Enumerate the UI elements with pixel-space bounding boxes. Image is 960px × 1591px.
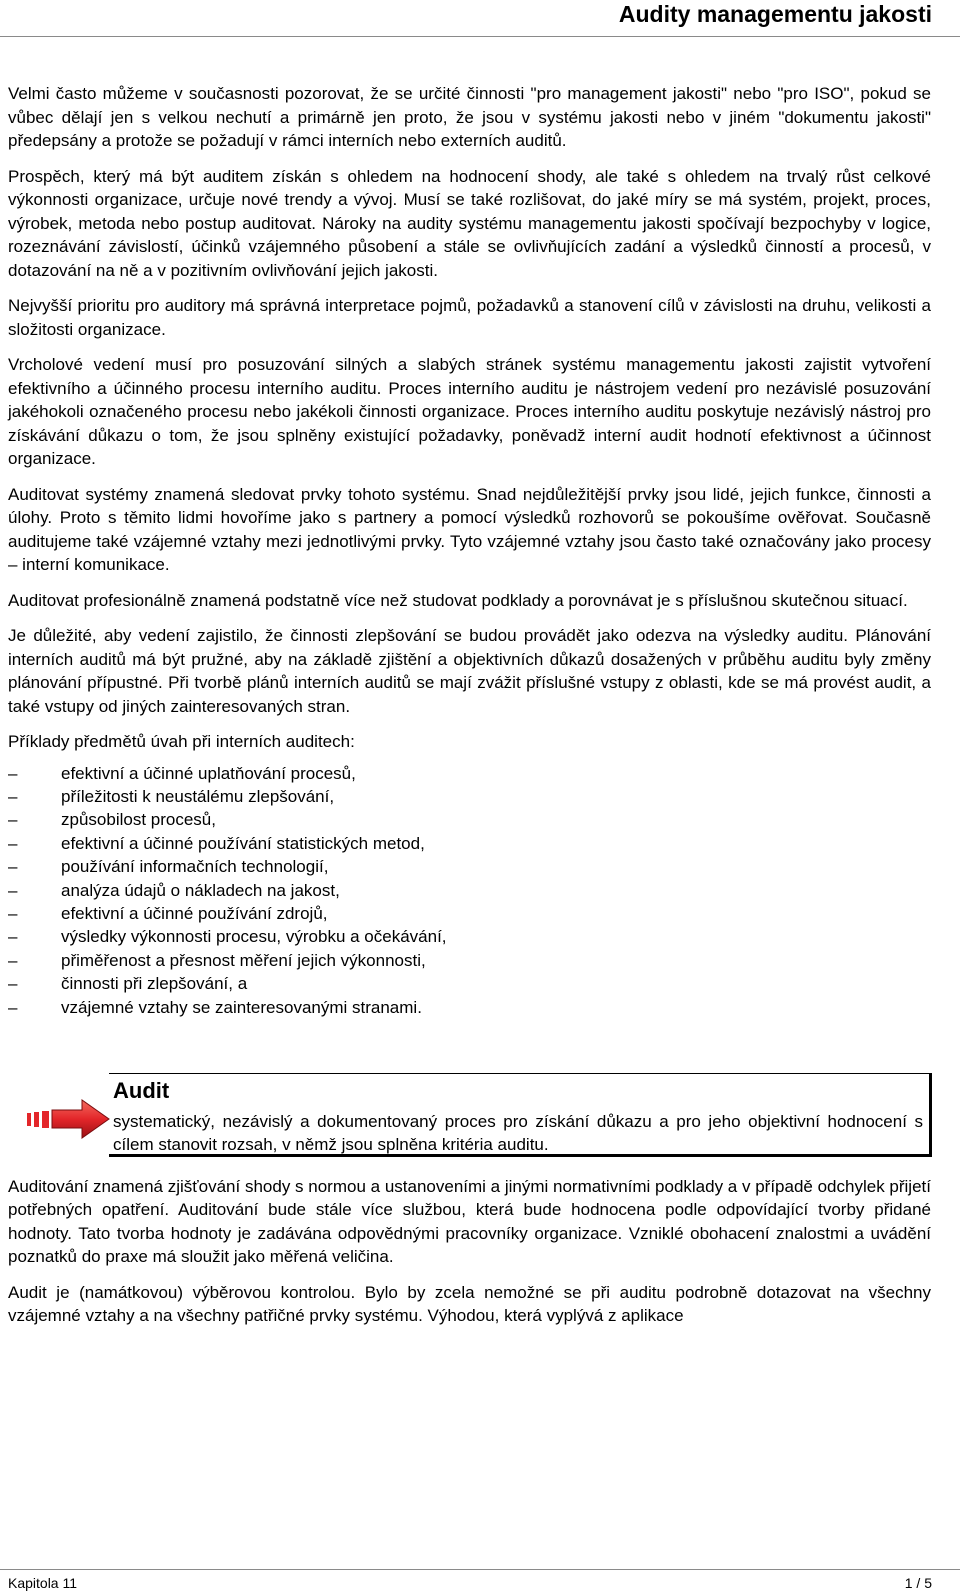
red-arrow-icon: [26, 1097, 110, 1141]
paragraph-8: Auditování znamená zjišťování shody s normou a ustanoveními a jinými normativními podklady a v případě odchylek přijetí potřebných opatření. Auditování bude stále více službou, která bude hodnocena podle odpovídající tvorby přidané hodnoty. Tato tvorba hodnoty je zadávána odpovědnými pracovníky organizace. Vzniklé obohacení znalostmi a uvádění poznatků do praxe má sloužit jako měřená veličina.: [8, 1176, 931, 1267]
list-item: – používání informačních technologií,: [8, 855, 931, 878]
list-item: – vzájemné vztahy se zainteresovanými stranami.: [8, 996, 931, 1019]
dash-bullet: –: [8, 997, 18, 1017]
footer-rule: [0, 1569, 960, 1570]
list-item: – analýza údajů o nákladech na jakost,: [8, 879, 931, 902]
paragraph-5: Auditovat systémy znamená sledovat prvky tohoto systému. Snad nejdůležitější prvky jsou lidé, jejich funkce, činnosti a úlohy. Proto s těmito lidmi hovoříme jako s partnery a pomocí výsledků rozhovorů se pokoušíme ověřovat. Současně auditujeme také vzájemné vztahy mezi jednotlivými prvky. Tyto vzájemné vztahy jsou často také označovány jako procesy – interní komunikace.: [8, 484, 931, 574]
examples-list: [8, 762, 931, 1019]
list-item: – příležitosti k neustálému zlepšování,: [8, 785, 931, 808]
dash-bullet: –: [8, 833, 18, 853]
paragraph-2: Prospěch, který má být auditem získán s ohledem na hodnocení shody, ale také s ohledem na trvalý růst celkové výkonnosti organizace, určuje nové trendy a vývoj. Musí se také rozlišovat, do jaké míry se má systém, projekt, proces, výrobek, metoda nebo postup auditovat. Nároky na audity systému managementu jakosti spočívají bezpochyby v logice, rozeznávání závislostí, účinků vzájemného působení a stále se ovlivňujících zadání a výsledků činností a procesů, v dotazování na ně a v pozitivním ovlivňování jejich jakosti.: [8, 166, 931, 280]
dash-bullet: –: [8, 880, 18, 900]
list-item: – přiměřenost a přesnost měření jejich výkonnosti,: [8, 949, 931, 972]
dash-bullet: –: [8, 927, 18, 947]
list-item: – činnosti při zlepšování, a: [8, 972, 931, 995]
header-rule: [0, 36, 960, 37]
dash-bullet: –: [8, 974, 18, 994]
dash-bullet: –: [8, 810, 18, 830]
paragraph-1: Velmi často můžeme v současnosti pozorovat, že se určité činnosti "pro management jakosti" nebo "pro ISO", pokud se vůbec dělají jen s velkou nechutí a primárně jen proto, že jsou v systému jakosti nebo v jiném "dokumentu jakosti" předepsány a protože se požadují v rámci interních nebo externích auditů.: [8, 84, 931, 150]
dash-bullet: –: [8, 786, 18, 806]
definition-text: systematický, nezávislý a dokumentovaný proces pro získání důkazu a pro jeho objektivní hodnocení s cílem stanovit rozsah, v němž jsou splněna kritéria auditu.: [113, 1111, 923, 1155]
dash-bullet: –: [8, 950, 18, 970]
footer-chapter: Kapitola 11: [8, 1575, 78, 1591]
definition-callout: [8, 1073, 931, 1163]
paragraph-7: Je důležité, aby vedení zajistilo, že činnosti zlepšování se budou provádět jako odezva na výsledky auditu. Plánování interních auditů má být pružné, aby na základě zjištění a objektivních důkazů dosažených v průběhu auditu byly změny plánování přípustné. Při tvorbě plánů interních auditů se mají zvážit příslušné vstupy z oblasti, kde se má provést audit, a také vstupy od jiných zainteresovaných stran.: [8, 626, 931, 716]
list-item: – efektivní a účinné používání zdrojů,: [8, 902, 931, 925]
dash-bullet: –: [8, 857, 18, 877]
list-item: – výsledky výkonnosti procesu, výrobku a očekávání,: [8, 925, 931, 948]
paragraph-3: Nejvyšší prioritu pro auditory má správná interpretace pojmů, požadavků a stanovení cílů v závislosti na druhu, velikosti a složitosti organizace.: [8, 296, 931, 339]
dash-bullet: –: [8, 903, 18, 923]
document-body: [8, 82, 931, 1340]
paragraph-6: Auditovat profesionálně znamená podstatně více než studovat podklady a porovnávat je s příslušnou skutečnou situací.: [8, 590, 908, 610]
list-intro: Příklady předmětů úvah při interních auditech:: [8, 732, 355, 751]
list-item: – způsobilost procesů,: [8, 808, 931, 831]
paragraph-9: Audit je (namátkovou) výběrovou kontrolou. Bylo by zcela nemožné se při auditu podrobně dotazovat na všechny vzájemné vztahy a na všechny patřičné prvky systému. Výhodou, která vyplývá z aplikace: [8, 1282, 931, 1326]
definition-box: [109, 1073, 932, 1157]
dash-bullet: –: [8, 763, 18, 783]
page-title: Audity managementu jakosti: [618, 1, 932, 27]
definition-term: Audit: [113, 1077, 170, 1103]
paragraph-4: Vrcholové vedení musí pro posuzování silných a slabých stránek systému managementu jakosti zajistit vytvoření efektivního a účinného procesu interního auditu. Proces interního auditu je nástrojem vedení pro nezávislé posuzování jakéhokoli označeného procesu nebo jakékoli činnosti organizace. Proces interního auditu poskytuje nezávislý nástroj pro získávání důkazu o tom, že jsou splněny existující požadavky, poněvadž interní audit hodnotí efektivnost a účinnost organizace.: [8, 355, 931, 468]
list-item: – efektivní a účinné uplatňování procesů,: [8, 762, 931, 785]
list-item: – efektivní a účinné používání statistických metod,: [8, 832, 931, 855]
footer-page-number: 1 / 5: [904, 1575, 932, 1591]
